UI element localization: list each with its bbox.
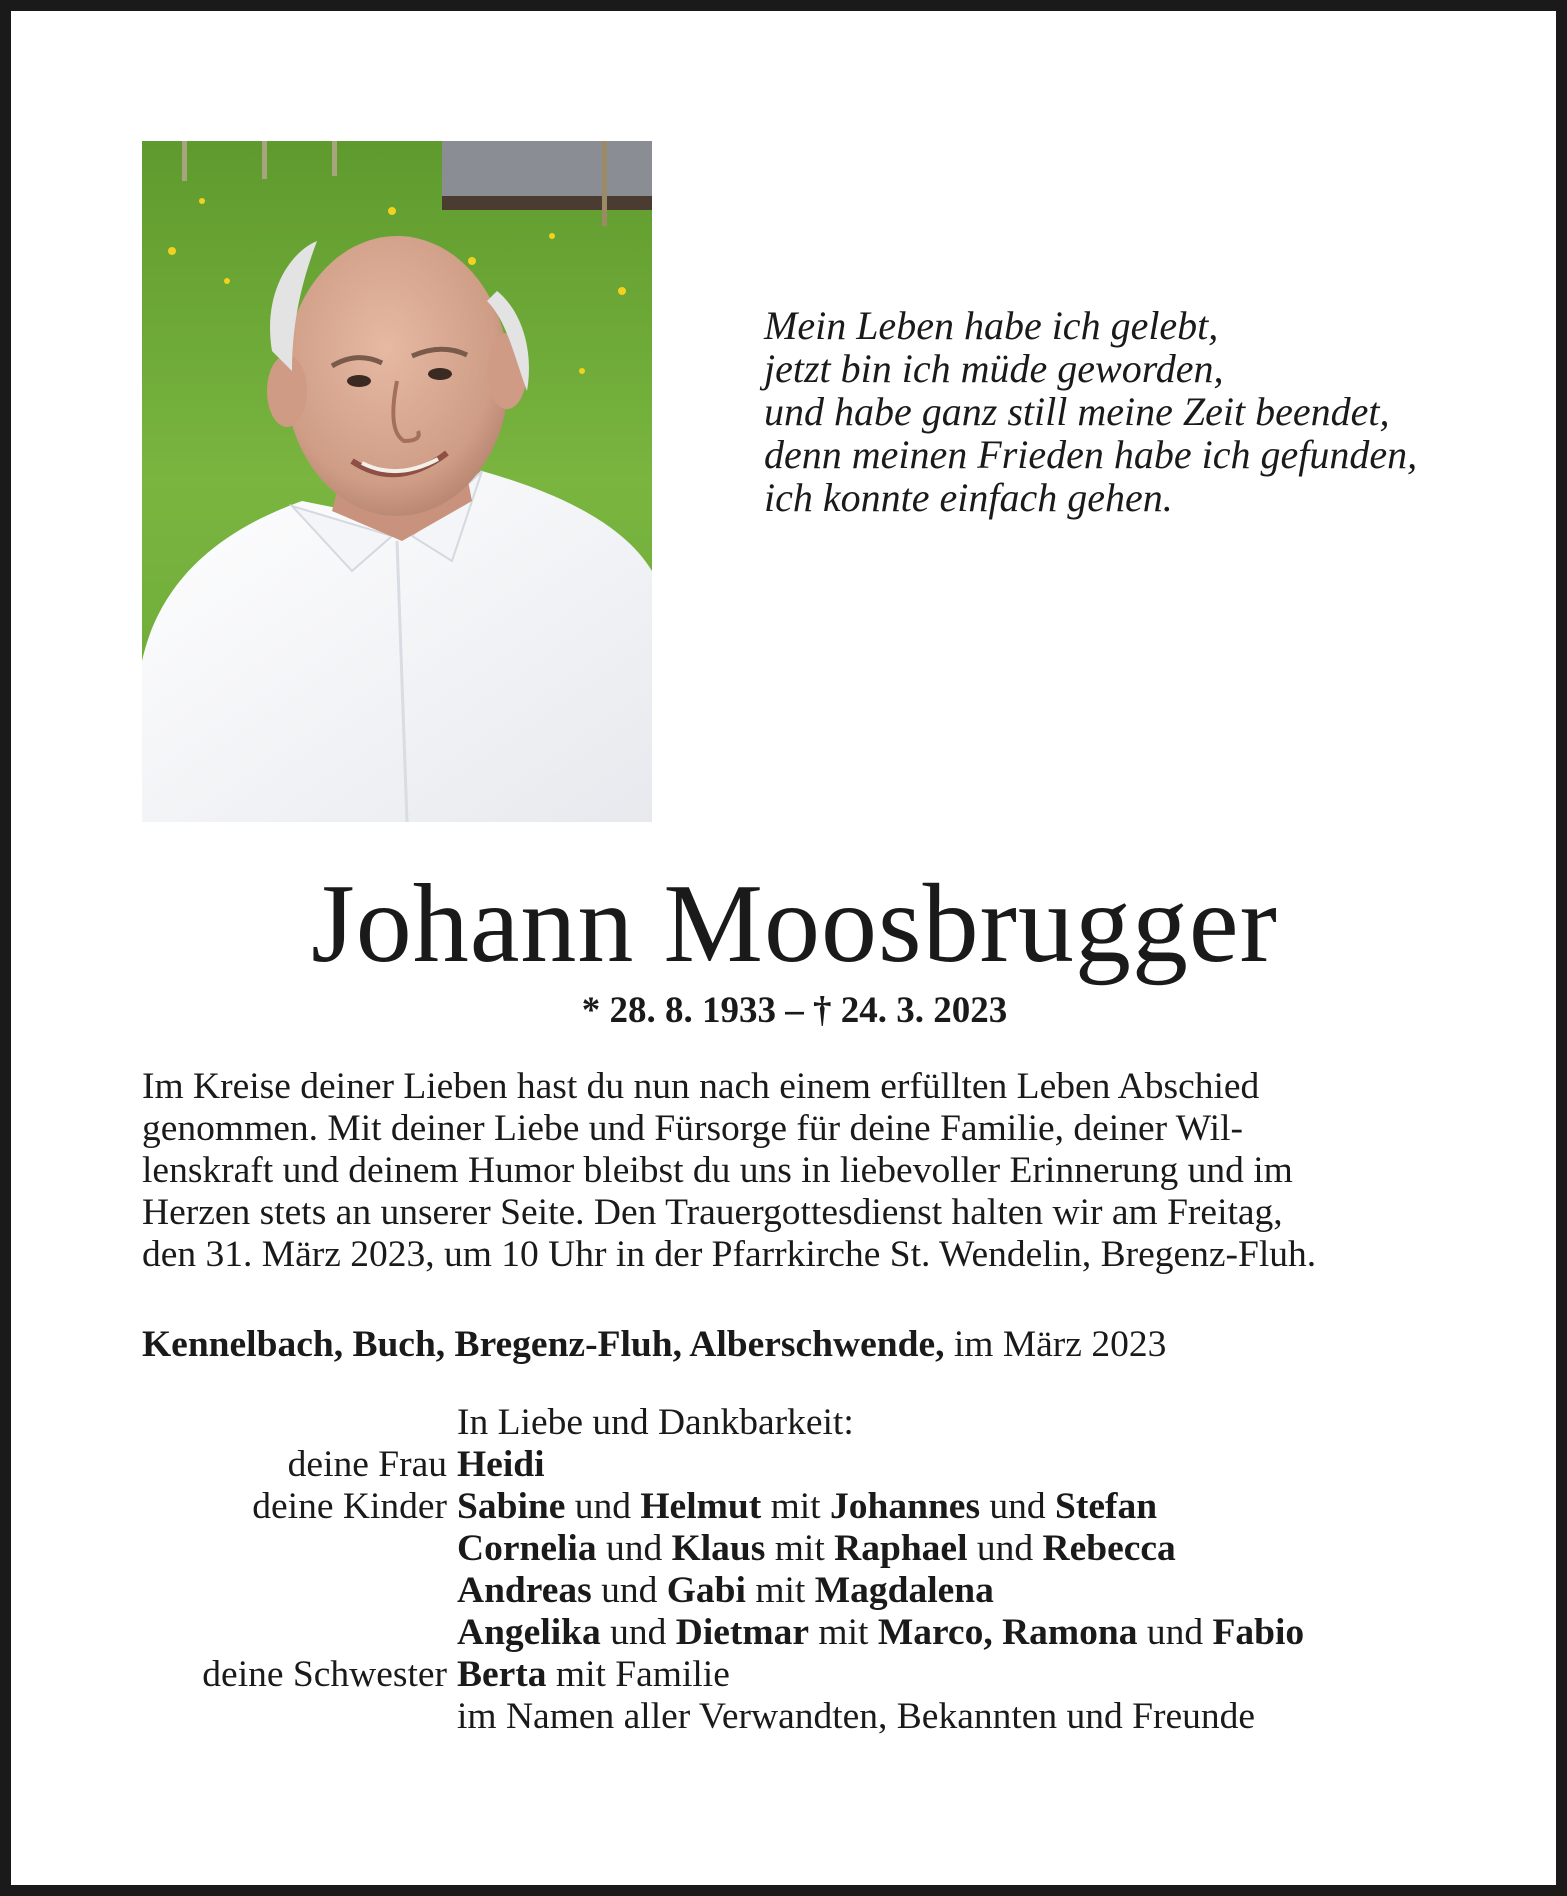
family-member: Dietmar <box>675 1612 810 1653</box>
family-member: Fabio <box>1212 1612 1305 1653</box>
family-member: Klaus <box>671 1528 766 1569</box>
connector: mit <box>745 1570 815 1611</box>
text-line: lenskraft und deinem Humor bleibst du uns in liebevoller Erinnerung und im <box>142 1150 1293 1191</box>
family-member: Andreas <box>457 1570 592 1611</box>
family-member: Angelika <box>457 1612 601 1653</box>
portrait-illustration <box>142 141 652 822</box>
family-member: Cornelia <box>457 1528 597 1569</box>
obituary-text <box>142 1066 1452 1276</box>
family-row-children <box>142 1486 1462 1528</box>
place-date-line <box>142 1323 1462 1367</box>
family-row-final <box>142 1696 1462 1738</box>
connector: und <box>980 1486 1056 1527</box>
family-member: Magdalena <box>814 1570 994 1611</box>
relation-label: deine Kinder <box>252 1486 447 1527</box>
poem-quote <box>764 304 1484 519</box>
closing-row <box>142 1402 1462 1444</box>
text-line: Herzen stets an unserer Seite. Den Trauergottesdienst halten wir am Freitag, <box>142 1192 1283 1233</box>
poem-line: ich konnte einfach gehen. <box>764 475 1173 520</box>
children-line <box>457 1612 1304 1654</box>
poem-line: jetzt bin ich müde geworden, <box>764 346 1224 391</box>
family-row-children <box>142 1528 1462 1570</box>
connector: mit <box>809 1612 878 1653</box>
family-member: Rebecca <box>1042 1528 1176 1569</box>
family-row-children <box>142 1570 1462 1612</box>
family-member: Helmut <box>640 1486 762 1527</box>
poem-line: und habe ganz still meine Zeit beendet, <box>764 389 1390 434</box>
family-row-wife <box>142 1444 1462 1486</box>
sister-suffix: mit Familie <box>546 1654 730 1695</box>
text-line: den 31. März 2023, um 10 Uhr in der Pfarrkirche St. Wendelin, Bregenz-Fluh. <box>142 1234 1317 1275</box>
sister-name: Berta <box>457 1654 547 1695</box>
month-year: im März 2023 <box>944 1324 1167 1365</box>
text-line: Im Kreise deiner Lieben hast du nun nach einem erfüllten Leben Abschied <box>142 1066 1260 1107</box>
family-list <box>142 1402 1462 1738</box>
family-member: Marco, Ramona <box>877 1612 1138 1653</box>
family-member: Sabine <box>457 1486 566 1527</box>
connector: und <box>967 1528 1043 1569</box>
town-list: Kennelbach, Buch, Bregenz-Fluh, Alberschwende, <box>142 1324 945 1365</box>
family-row-sister <box>142 1654 1462 1696</box>
children-line <box>457 1528 1176 1570</box>
relation-label: deine Schwester <box>202 1654 447 1695</box>
connector: mit <box>765 1528 835 1569</box>
family-member: Stefan <box>1055 1486 1158 1527</box>
connector: und <box>565 1486 641 1527</box>
children-line <box>457 1486 1157 1528</box>
poem-line: denn meinen Frieden habe ich gefunden, <box>764 432 1418 477</box>
text-line: genommen. Mit deiner Liebe und Fürsorge für deine Familie, deiner Wil- <box>142 1108 1243 1149</box>
connector: und <box>591 1570 667 1611</box>
relation-label: deine Frau <box>287 1444 447 1485</box>
life-dates: * 28. 8. 1933 – † 24. 3. 2023 <box>581 990 1008 1031</box>
connector: und <box>600 1612 676 1653</box>
children-line <box>457 1570 994 1612</box>
connector: und <box>1137 1612 1213 1653</box>
closing-phrase: In Liebe und Dankbarkeit: <box>457 1402 854 1443</box>
family-row-children <box>142 1612 1462 1654</box>
deceased-name: Johann Moosbrugger <box>311 862 1278 986</box>
wife-name: Heidi <box>457 1444 545 1485</box>
connector: mit <box>761 1486 830 1527</box>
family-member: Johannes <box>829 1486 981 1527</box>
final-line: im Namen aller Verwandten, Bekannten und Freunde <box>457 1696 1256 1737</box>
family-member: Gabi <box>666 1570 746 1611</box>
poem-line: Mein Leben habe ich gelebt, <box>764 303 1219 348</box>
family-member: Raphael <box>834 1528 968 1569</box>
portrait-photo <box>142 141 652 822</box>
connector: und <box>596 1528 672 1569</box>
